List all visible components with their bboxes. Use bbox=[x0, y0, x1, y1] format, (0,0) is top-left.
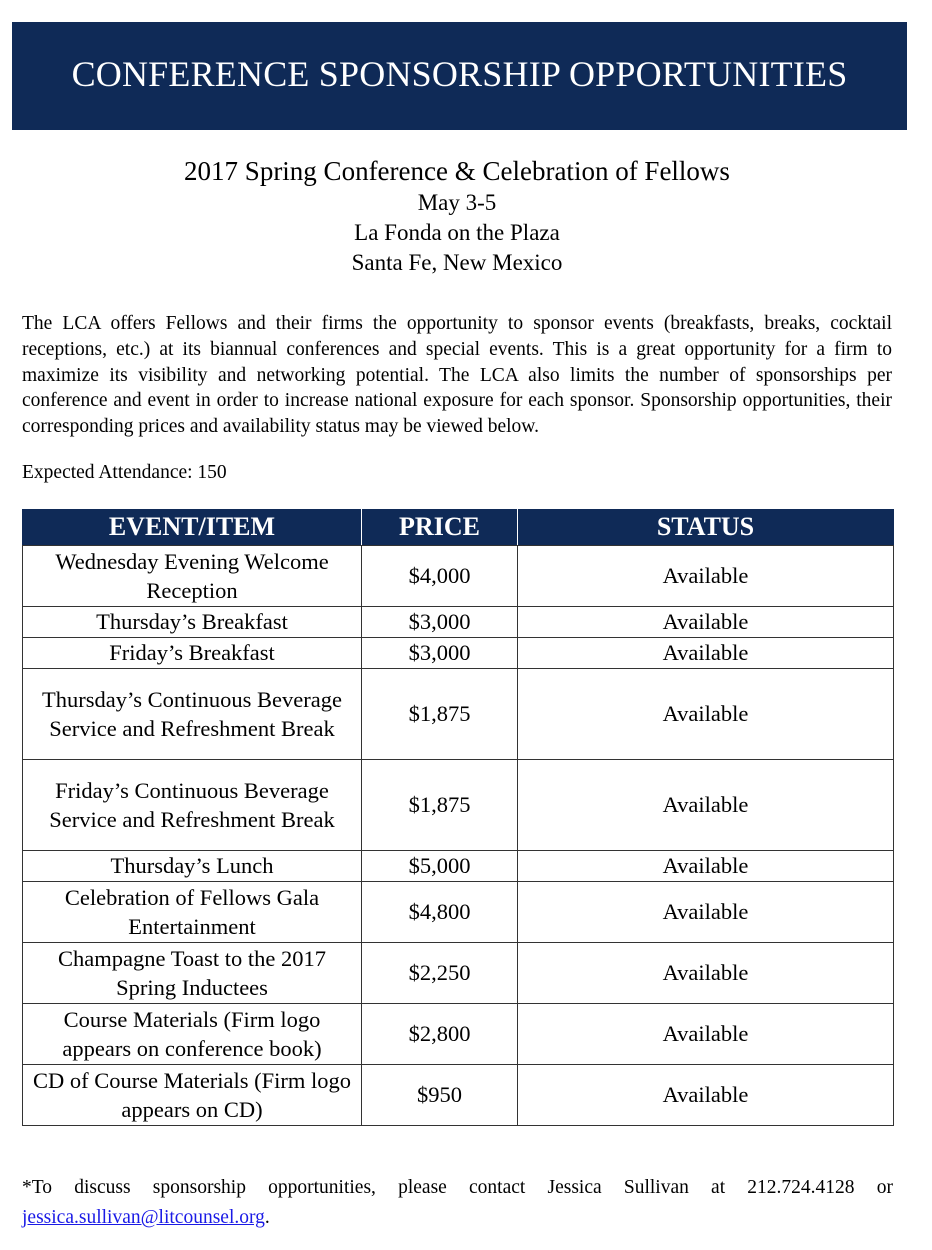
row-status: Available bbox=[518, 669, 894, 760]
intro-paragraph: The LCA offers Fellows and their firms the opportunity to sponsor events (breakfasts, breaks, cocktail receptions, etc.) at its biannual conferences and special events. This is a great opportunity for a firm to maximize its visibility and networking potential. The LCA also limits the number of sponsorships per conference and event in order to increase national exposure for each sponsor. Sponsorship opportunities, their corresponding prices and availability status may be viewed below. bbox=[22, 313, 892, 438]
contact-text: *To discuss sponsorship opportunities, please contact Jessica Sullivan at 212.724.4128 or bbox=[22, 1177, 893, 1198]
row-event-item: Friday’s Breakfast bbox=[23, 638, 362, 669]
row-status: Available bbox=[518, 882, 894, 943]
table-row bbox=[23, 1004, 894, 1065]
table-row bbox=[23, 669, 894, 760]
row-event-item: CD of Course Materials (Firm logo appears on CD) bbox=[23, 1065, 362, 1126]
title-banner bbox=[12, 22, 907, 130]
row-price: $4,800 bbox=[362, 882, 518, 943]
contact-trailing: . bbox=[264, 1207, 270, 1228]
table-row bbox=[23, 1065, 894, 1126]
table-row bbox=[23, 546, 894, 607]
row-event-item: Thursday’s Breakfast bbox=[23, 607, 362, 638]
table-row bbox=[23, 638, 894, 669]
row-event-item: Celebration of Fellows Gala Entertainment bbox=[23, 882, 362, 943]
row-status: Available bbox=[518, 546, 894, 607]
row-event-item: Thursday’s Lunch bbox=[23, 851, 362, 882]
contact-note bbox=[22, 1173, 893, 1233]
row-price: $3,000 bbox=[362, 638, 518, 669]
expected-attendance: Expected Attendance: 150 bbox=[22, 462, 227, 483]
table-row bbox=[23, 851, 894, 882]
row-price: $1,875 bbox=[362, 760, 518, 851]
event-venue: La Fonda on the Plaza bbox=[354, 220, 560, 245]
event-location: Santa Fe, New Mexico bbox=[351, 250, 563, 275]
header-event-item: EVENT/ITEM bbox=[23, 509, 362, 546]
row-status: Available bbox=[518, 607, 894, 638]
row-status: Available bbox=[518, 1065, 894, 1126]
contact-email-link[interactable]: jessica.sullivan@litcounsel.org bbox=[22, 1207, 265, 1228]
row-price: $4,000 bbox=[362, 546, 518, 607]
row-event-item: Thursday’s Continuous Beverage Service and Refreshment Break bbox=[23, 669, 362, 760]
table-row bbox=[23, 607, 894, 638]
row-event-item: Wednesday Evening Welcome Reception bbox=[23, 546, 362, 607]
row-event-item: Friday’s Continuous Beverage Service and Refreshment Break bbox=[23, 760, 362, 851]
row-price: $3,000 bbox=[362, 607, 518, 638]
event-name: 2017 Spring Conference & Celebration of Fellows bbox=[184, 156, 730, 186]
table-row bbox=[23, 943, 894, 1004]
header-status: STATUS bbox=[518, 509, 894, 546]
row-price: $950 bbox=[362, 1065, 518, 1126]
row-status: Available bbox=[518, 638, 894, 669]
page-title: CONFERENCE SPONSORSHIP OPPORTUNITIES bbox=[71, 54, 848, 94]
row-event-item: Course Materials (Firm logo appears on conference book) bbox=[23, 1004, 362, 1065]
event-dates: May 3-5 bbox=[417, 190, 497, 215]
table-header-row bbox=[23, 509, 894, 546]
row-price: $2,800 bbox=[362, 1004, 518, 1065]
row-price: $1,875 bbox=[362, 669, 518, 760]
row-status: Available bbox=[518, 851, 894, 882]
table-row bbox=[23, 760, 894, 851]
event-info bbox=[0, 155, 914, 278]
header-price: PRICE bbox=[362, 509, 518, 546]
row-event-item: Champagne Toast to the 2017 Spring Inductees bbox=[23, 943, 362, 1004]
row-status: Available bbox=[518, 760, 894, 851]
row-price: $5,000 bbox=[362, 851, 518, 882]
row-price: $2,250 bbox=[362, 943, 518, 1004]
sponsorship-table bbox=[22, 509, 894, 1126]
row-status: Available bbox=[518, 943, 894, 1004]
table-row bbox=[23, 882, 894, 943]
row-status: Available bbox=[518, 1004, 894, 1065]
